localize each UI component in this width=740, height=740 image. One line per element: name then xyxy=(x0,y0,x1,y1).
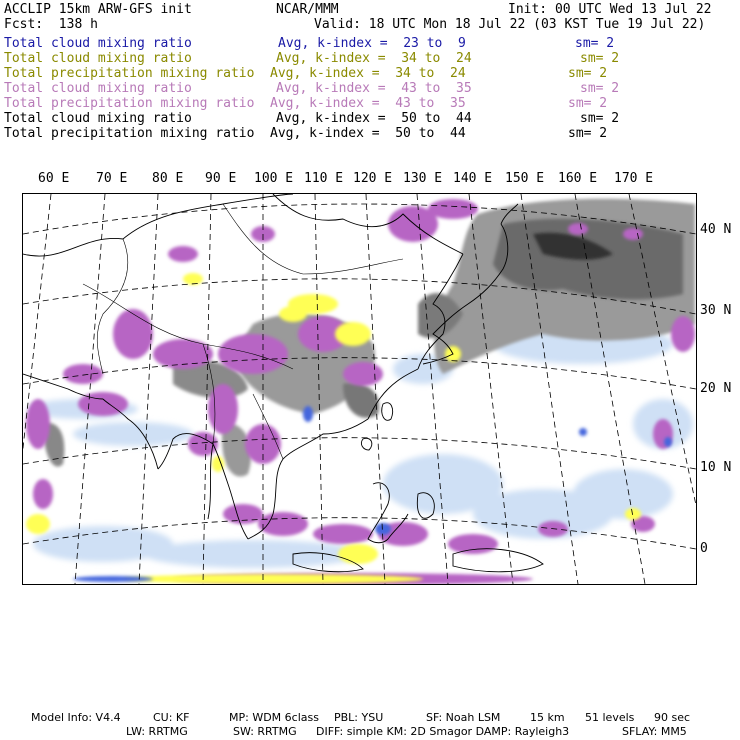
legend-sm-5: sm= 2 xyxy=(568,96,608,111)
footer-res: 15 km xyxy=(530,711,565,724)
lon-label: 90 E xyxy=(205,171,237,186)
footer-dt: 90 sec xyxy=(654,711,691,724)
legend-sm-6: sm= 2 xyxy=(580,111,620,126)
footer-sflay: SFLAY: MM5 xyxy=(622,725,687,738)
legend-field-7: Total precipitation mixing ratio xyxy=(4,126,255,141)
legend-avg-3: Avg, k-index = 34 to 24 xyxy=(270,66,466,81)
lon-label: 80 E xyxy=(152,171,184,186)
legend-avg-6: Avg, k-index = 50 to 44 xyxy=(276,111,472,126)
footer-sw: SW: RRTMG xyxy=(233,725,297,738)
lon-label: 60 E xyxy=(38,171,70,186)
lon-label: 160 E xyxy=(558,171,598,186)
legend-avg-2: Avg, k-index = 34 to 24 xyxy=(276,51,472,66)
lon-label: 130 E xyxy=(403,171,443,186)
lon-label: 110 E xyxy=(304,171,344,186)
lat-label: 30 N xyxy=(700,303,732,318)
lon-label: 120 E xyxy=(353,171,393,186)
org-label: NCAR/MMM xyxy=(276,2,339,17)
init-time: Init: 00 UTC Wed 13 Jul 22 xyxy=(508,2,712,17)
legend-avg-1: Avg, k-index = 23 to 9 xyxy=(278,36,466,51)
legend-field-2: Total cloud mixing ratio xyxy=(4,51,192,66)
lon-label: 70 E xyxy=(96,171,128,186)
footer-lw: LW: RRTMG xyxy=(126,725,188,738)
legend-field-6: Total cloud mixing ratio xyxy=(4,111,192,126)
lon-label: 170 E xyxy=(614,171,654,186)
forecast-map xyxy=(22,193,697,585)
lon-label: 100 E xyxy=(254,171,294,186)
legend-field-1: Total cloud mixing ratio xyxy=(4,36,192,51)
lon-label: 150 E xyxy=(505,171,545,186)
lat-label: 40 N xyxy=(700,222,732,237)
legend-sm-4: sm= 2 xyxy=(580,81,620,96)
footer-model-info: Model Info: V4.4 xyxy=(31,711,121,724)
legend-sm-1: sm= 2 xyxy=(575,36,615,51)
lat-label: 0 xyxy=(700,541,708,556)
footer-levels: 51 levels xyxy=(585,711,635,724)
footer-sf: SF: Noah LSM xyxy=(426,711,501,724)
lat-label: 10 N xyxy=(700,460,732,475)
lat-label: 20 N xyxy=(700,381,732,396)
legend-avg-4: Avg, k-index = 43 to 35 xyxy=(276,81,472,96)
lon-label: 140 E xyxy=(453,171,493,186)
legend-field-4: Total cloud mixing ratio xyxy=(4,81,192,96)
footer-cu: CU: KF xyxy=(153,711,190,724)
legend-avg-7: Avg, k-index = 50 to 44 xyxy=(270,126,466,141)
map-canvas xyxy=(23,194,696,584)
legend-sm-3: sm= 2 xyxy=(568,66,608,81)
footer-diff: DIFF: simple KM: 2D Smagor DAMP: Rayleigh3 xyxy=(316,725,570,738)
legend-avg-5: Avg, k-index = 43 to 35 xyxy=(270,96,466,111)
model-title: ACCLIP 15km ARW-GFS init xyxy=(4,2,192,17)
footer-pbl: PBL: YSU xyxy=(334,711,384,724)
legend-sm-7: sm= 2 xyxy=(568,126,608,141)
forecast-hour: Fcst: 138 h xyxy=(4,17,98,32)
footer-mp: MP: WDM 6class xyxy=(229,711,319,724)
legend-field-5: Total precipitation mixing ratio xyxy=(4,96,255,111)
legend-sm-2: sm= 2 xyxy=(580,51,620,66)
valid-time: Valid: 18 UTC Mon 18 Jul 22 (03 KST Tue 19 Jul 22) xyxy=(314,17,706,32)
legend-field-3: Total precipitation mixing ratio xyxy=(4,66,255,81)
